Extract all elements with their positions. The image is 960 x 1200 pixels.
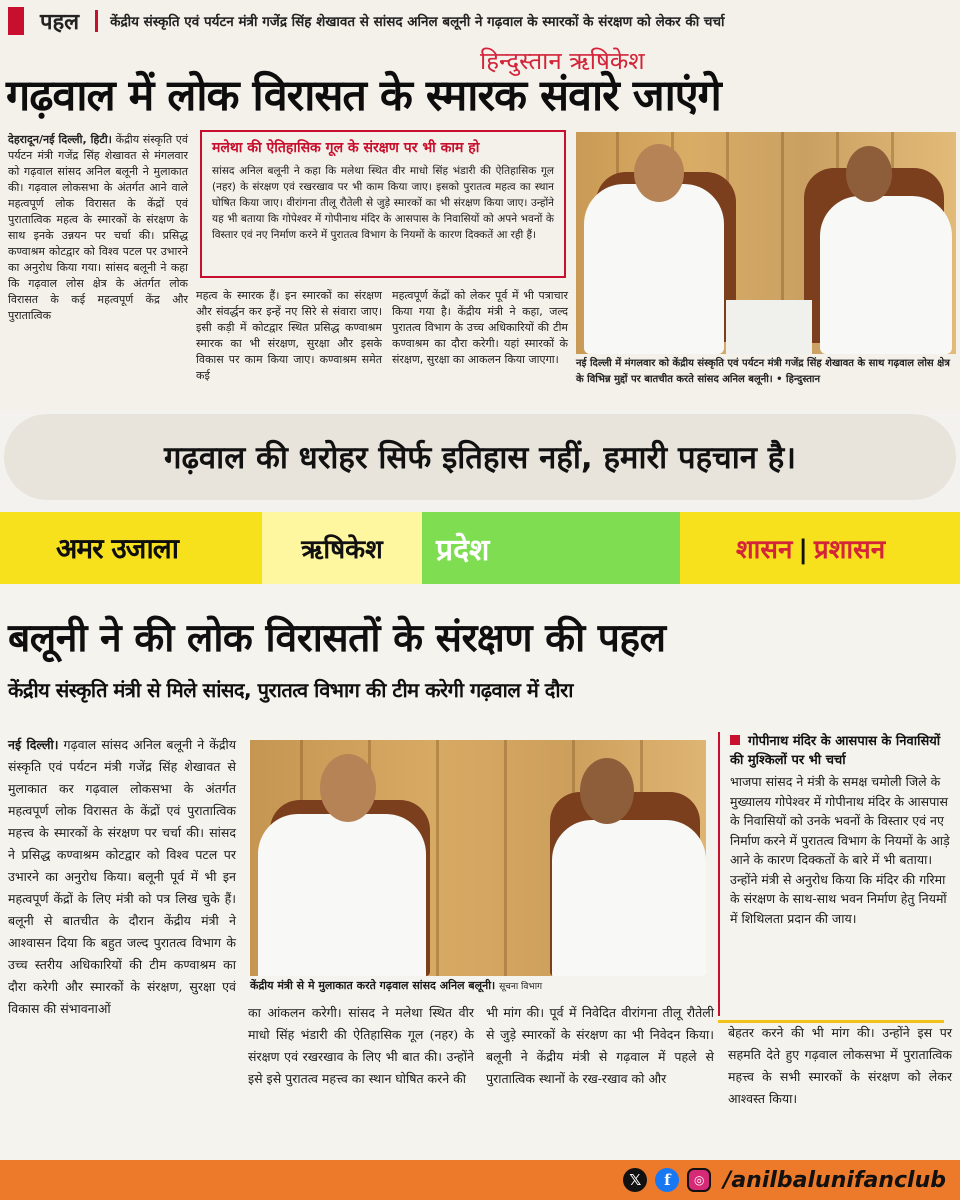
amar-ujala-col1-text: गढ़वाल सांसद अनिल बलूनी ने केंद्रीय संस्कृति एवं पर्यटन मंत्री गजेंद्र सिंह शेखावत से मुलाकात कर गढ़वाल लोकसभा के अंतर्गत महत्वपूर्ण लोक विरासत के केंद्रों एवं पुरातात्विक महत्त्व के स्मारकों के संरक्षण पर चर्चा की। सांसद ने प्रसिद्ध कण्वाश्रम कोटद्वार को विश्व पटल पर उभारने का अनुरोध किया। बलूनी पूर्व में भी इन महत्वपूर्ण केंद्रों के लिए मंत्री को पत्र लिख चुके हैं। बलूनी से बातचीत के दौरान केंद्रीय मंत्री ने आश्वासन दिया कि बहुत जल्द पुरातत्व विभाग के उच्च स्तरीय अधिकारियों की टीम कण्वाश्रम का दौरा करेगी और स्मारकों के संरक्षण, सुरक्षा एवं विकास की संभावनाओं: [8, 737, 237, 1016]
hindustan-box-title: मलेथा की ऐतिहासिक गूल के संरक्षण पर भी काम हो: [212, 140, 480, 156]
hindustan-tag: पहल: [40, 9, 80, 35]
hindustan-top-strip: [0, 0, 960, 42]
quote-banner: गढ़वाल की धरोहर सिर्फ इतिहास नहीं, हमारी पहचान है।: [4, 414, 956, 500]
hindustan-dateline: देहरादून/नई दिल्ली, हिटी।: [8, 133, 112, 146]
section2-b: प्रशासन: [813, 535, 886, 565]
amar-ujala-sidebar: [718, 732, 956, 1016]
hindustan-deck: केंद्रीय संस्कृति एवं पर्यटन मंत्री गजेंद्र सिंह शेखावत से सांसद अनिल बलूनी ने गढ़वाल के स्मारकों के संरक्षण को लेकर की चर्चा: [110, 14, 725, 30]
section2-separator: |: [798, 535, 808, 565]
amar-ujala-masthead-strip: [0, 512, 960, 584]
facebook-icon[interactable]: f: [655, 1168, 679, 1192]
amar-ujala-column-2: का आंकलन करेगी। सांसद ने मलेथा स्थित वीर माधो सिंह भंडारी की ऐतिहासिक गूल (नहर) के संरक्षण एवं रखरखाव के लिए भी बात की। उन्होंने इसे इसे पुरातत्व महत्त्व का स्थान घोषित करने की: [248, 1005, 474, 1086]
amar-ujala-column-4: बेहतर करने की भी मांग की। उन्होंने इस पर सहमति देते हुए गढ़वाल लोकसभा में पुरातात्विक महत्त्व के सभी स्मारकों के संरक्षण को लेकर आश्वस्त किया।: [728, 1025, 952, 1106]
hindustan-photo-caption: नई दिल्ली में मंगलवार को केंद्रीय संस्कृति एवं पर्यटन मंत्री गजेंद्र सिंह शेखावत के साथ गढ़वाल लोस क्षेत्र के विभिन्न मुद्दों पर बातचीत करते सांसद अनिल बलूनी। • हिन्दुस्तान: [576, 358, 950, 385]
hindustan-column-3: महत्वपूर्ण केंद्रों को लेकर पूर्व में भी पत्राचार किया गया है। केंद्रीय मंत्री ने कहा, जल्द पुरातत्व विभाग के उच्च अधिकारियों की टीम कण्वाश्रम का दौरा करेगी। यहां स्मारकों के संरक्षण, सुरक्षा का आकलन किया जाएगा।: [392, 289, 568, 366]
amar-ujala-section: प्रदेश: [436, 532, 490, 568]
amar-ujala-clipping: [0, 512, 960, 1160]
amar-ujala-column-1: [8, 734, 236, 1020]
red-square-icon: [730, 735, 740, 745]
amar-ujala-brand: अमर उजाला: [56, 532, 178, 565]
amar-ujala-column-3: भी मांग की। पूर्व में निवेदित वीरांगना तीलू रौतेली से जुड़े स्मारकों के संरक्षण का भी निवेदन किया। बलूनी ने केंद्रीय मंत्री से गढ़वाल में पहले से पुरातात्विक स्थानों के रख-रखाव को और: [486, 1005, 714, 1086]
footer-bar: [0, 1160, 960, 1200]
hindustan-headline: गढ़वाल में लोक विरासत के स्मारक संवारे जाएंगे: [6, 71, 721, 121]
hindustan-col1-text: केंद्रीय संस्कृति एवं पर्यटन मंत्री गजेंद्र सिंह शेखावत से मंगलवार को गढ़वाल सांसद अनिल बलूनी ने मुलाकात की। गढ़वाल लोकसभा के अंतर्गत आने वाले महत्वपूर्ण लोक विरासत के केंद्रों एवं पुरातात्विक महत्व के स्मारकों के संरक्षण के साथ इनके उन्नयन पर चर्चा की। प्रसिद्ध कण्वाश्रम कोटद्वार को विश्व पटल पर उभारने का अनुरोध किया गया। सांसद बलूनी ने कहा कि गढ़वाल लोस क्षेत्र के अंतर्गत लोक विरासत के कई महत्वपूर्ण केंद्र और पुरातात्विक: [8, 133, 188, 322]
sidebar-title: [730, 732, 956, 770]
x-icon[interactable]: 𝕏: [623, 1168, 647, 1192]
social-handle[interactable]: /anilbalunifanclub: [723, 1167, 946, 1193]
hindustan-column-1: [8, 132, 188, 324]
instagram-icon[interactable]: ◎: [687, 1168, 711, 1192]
amar-ujala-photo-caption: [250, 978, 706, 993]
section2-a: शासन: [736, 535, 793, 565]
hindustan-box-text: सांसद अनिल बलूनी ने कहा कि मलेथा स्थित वीर माधो सिंह भंडारी की ऐतिहासिक गूल (नहर) के संरक्षण एवं रखरखाव पर भी काम किया जाए। इसको पुरातत्व महत्व का स्थान घोषित किया जाए। वीरांगना तीलू रौतेली से जुड़े स्मारकों का भी संरक्षण किया जाए। उन्होंने यह भी बताया कि गोपेश्वर में गोपीनाथ मंदिर के आसपास के निवासियों को अपने भवनों के विस्तार एवं नए निर्माण करने में पुरातत्व विभाग के नियमों के कारण दिक्कतें आ रही हैं।: [212, 165, 554, 241]
red-marker: [8, 7, 24, 35]
amar-ujala-dateline: नई दिल्ली।: [8, 737, 59, 752]
caption-text: केंद्रीय मंत्री से मे मुलाकात करते गढ़वाल सांसद अनिल बलूनी।: [250, 979, 496, 992]
caption-credit: सूचना विभाग: [499, 982, 543, 992]
hindustan-clipping: [0, 0, 960, 410]
hindustan-source-label: हिन्दुस्तान ऋषिकेश: [480, 47, 645, 75]
hindustan-photo: [576, 132, 956, 354]
amar-ujala-city: ऋषिकेश: [301, 535, 383, 565]
amar-ujala-section-2: [736, 530, 885, 566]
divider: [95, 10, 98, 32]
amar-ujala-photo: [250, 740, 706, 976]
sidebar-text: भाजपा सांसद ने मंत्री के समक्ष चमोली जिले के मुख्यालय गोपेश्वर में गोपीनाथ मंदिर के आसपास के निवासियों को उनके भवनों के विस्तार एवं नए निर्माण करने में पुरातत्व विभाग के नियमों के आड़े आने के कारण दिक्कतों के बारे में भी बताया। उन्होंने मंत्री से अनुरोध किया कि मंदिर की गरिमा के संरक्षण के साथ-साथ भवन निर्माण हेतु नियमों में शिथिलता प्रदान की जाय।: [730, 774, 950, 926]
amar-ujala-headline: बलूनी ने की लोक विरासतों के संरक्षण की पहल: [8, 615, 666, 661]
sidebar-title-text: गोपीनाथ मंदिर के आसपास के निवासियों की मुश्किलों पर भी चर्चा: [730, 734, 941, 768]
hindustan-boxed-story: [200, 130, 566, 278]
hindustan-column-2: महत्व के स्मारक हैं। इन स्मारकों का संरक्षण और संवर्द्धन कर इन्हें नए सिरे से संवारा जाए। इसी कड़ी में कोटद्वार स्थित प्रसिद्ध कण्वाश्रम स्मारक का भी संरक्षण, सुरक्षा और इसके विकास पर काम किया जाए। कण्वाश्रम समेत कई: [196, 289, 382, 382]
amar-ujala-subhead: केंद्रीय संस्कृति मंत्री से मिले सांसद, पुरातत्व विभाग की टीम करेगी गढ़वाल में दौरा: [8, 678, 573, 702]
